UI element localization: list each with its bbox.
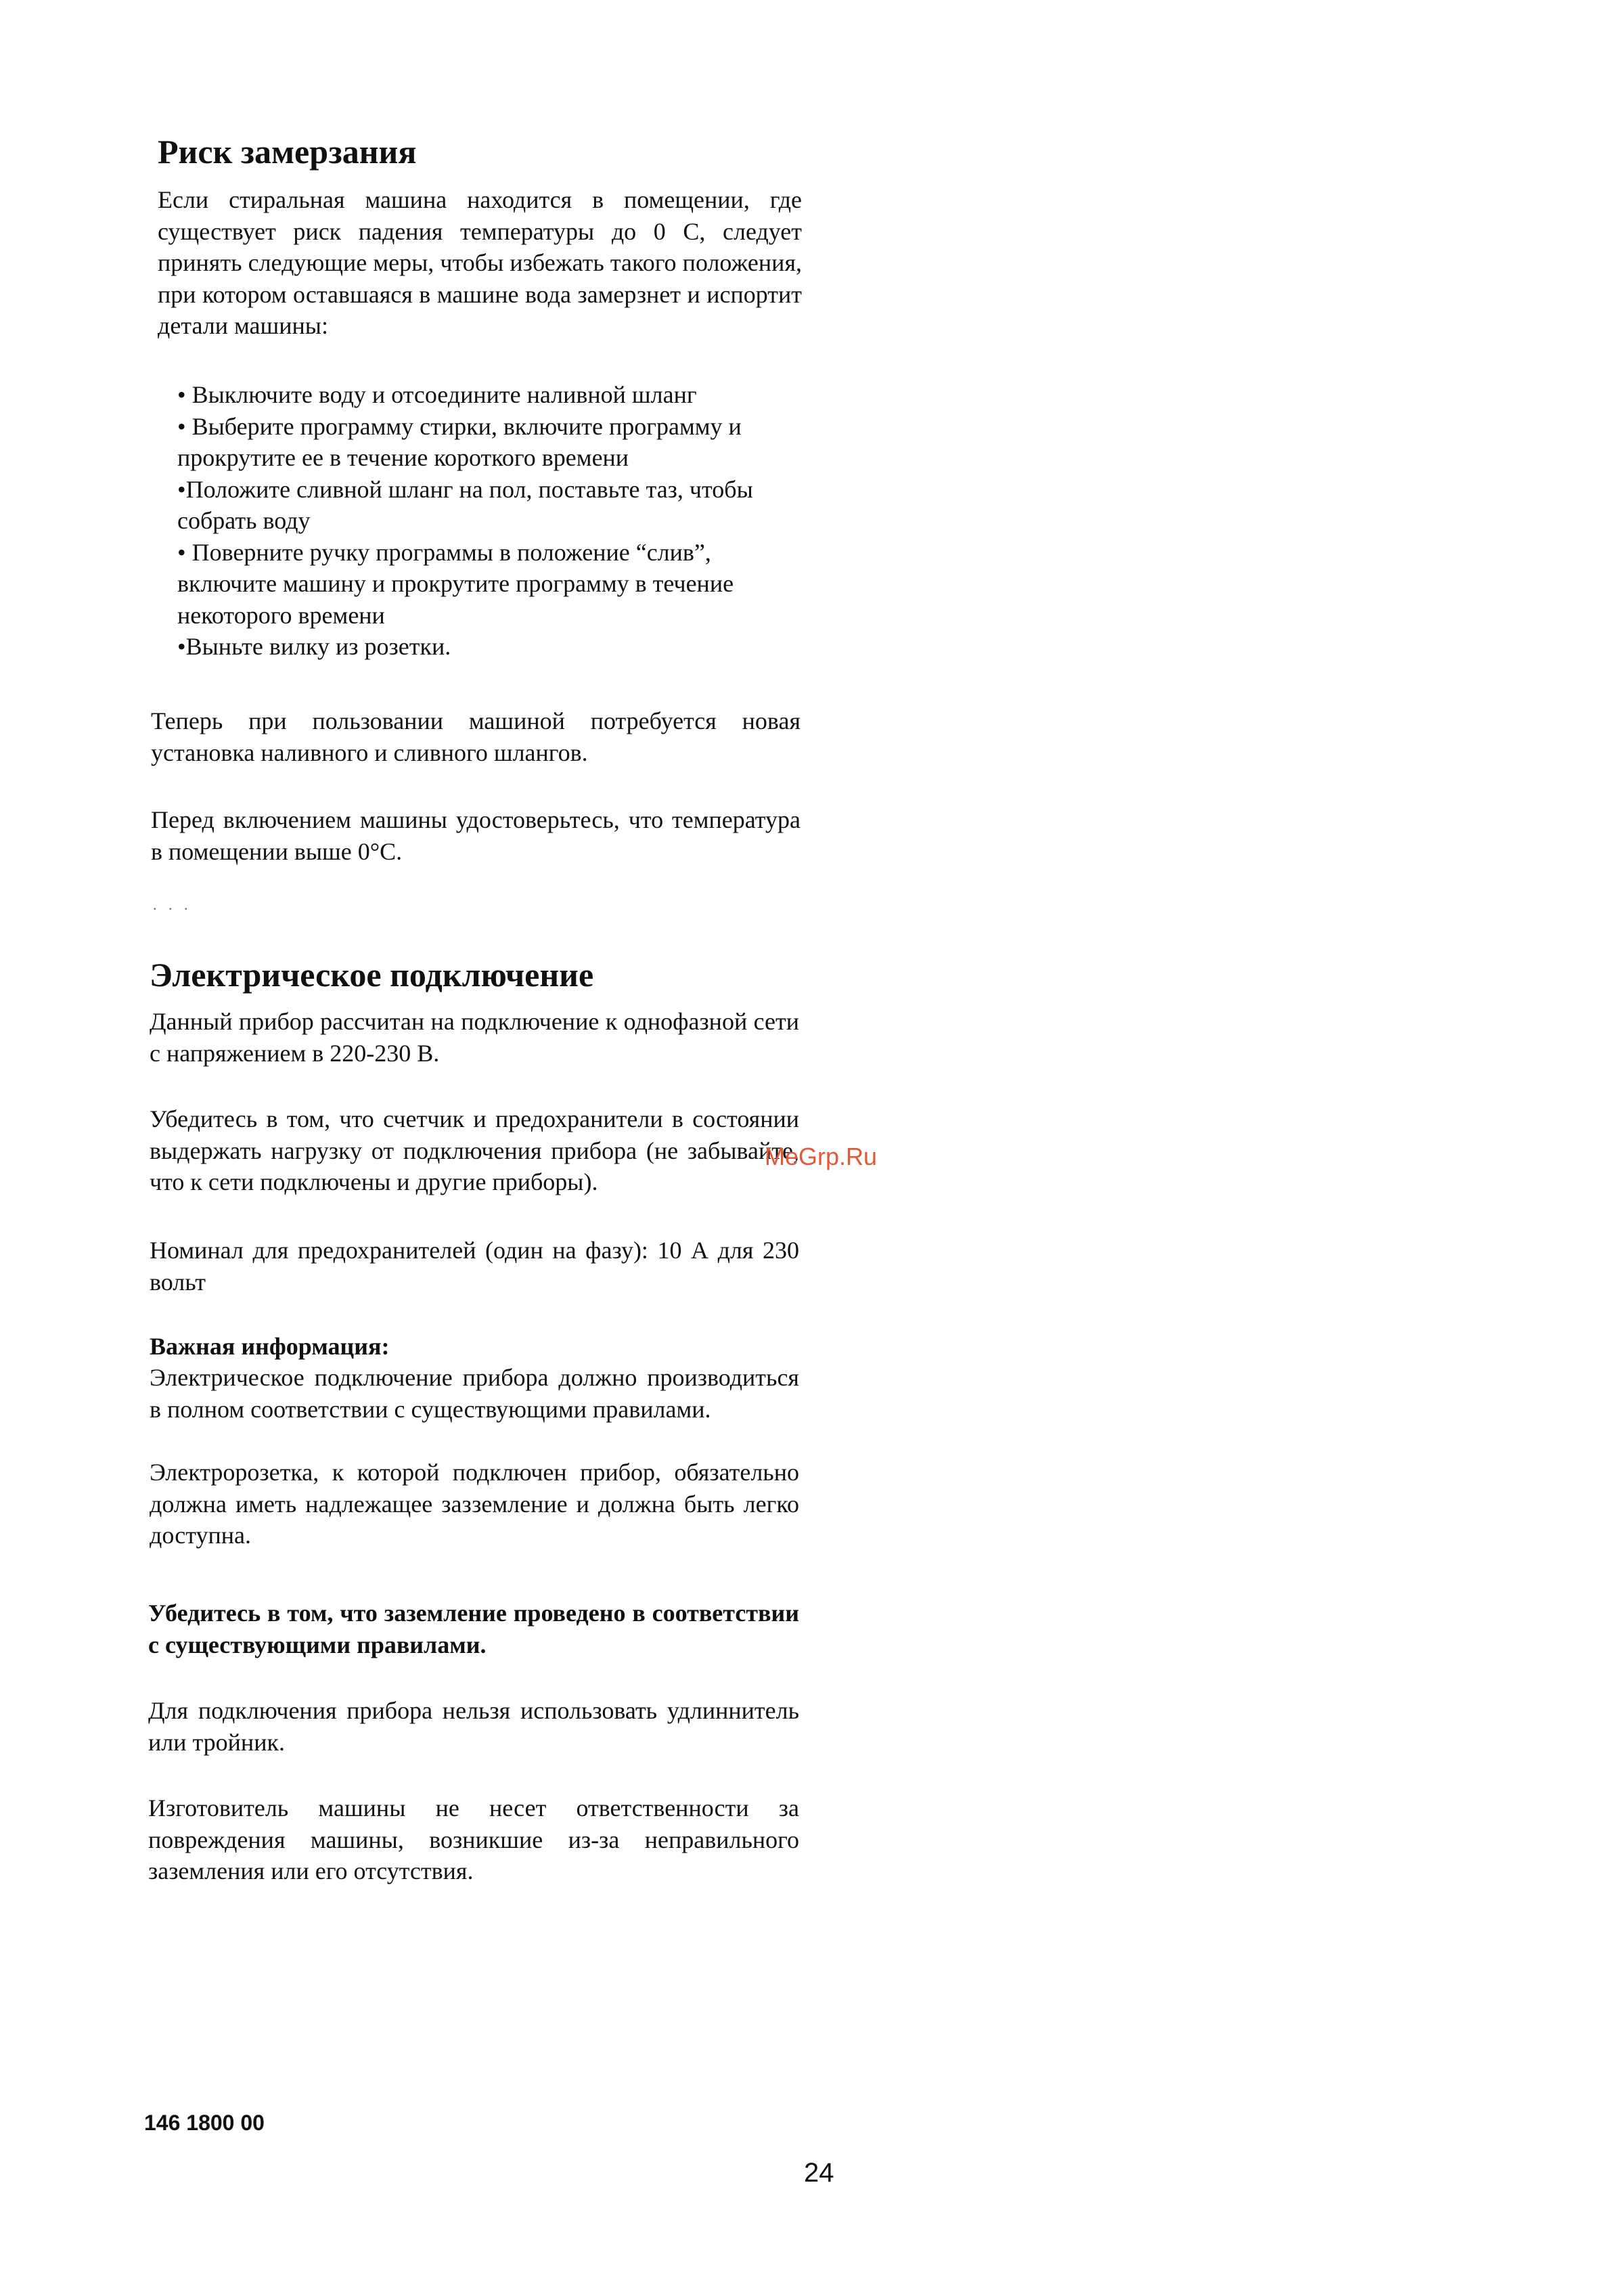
no-extension-paragraph: Для подключения прибора нельзя использовать удлиннитель или тройник. <box>148 1697 799 1756</box>
watermark-text: MeGrp.Ru <box>765 1143 878 1170</box>
freeze-after-paragraph: Теперь при пользовании машиной потребуется новая установка наливного и сливного шлангов. <box>151 707 801 766</box>
freeze-step-item: •Выньте вилку из розетки. <box>177 633 451 660</box>
freeze-step-item: • Выберите программу стирки, включите программу и прокрутите ее в течение короткого времени <box>177 412 742 471</box>
freeze-check-paragraph: Перед включением машины удостоверьтесь, что температура в помещении выше 0°С. <box>151 806 801 865</box>
section-title-freeze: Риск замерзания <box>158 133 417 171</box>
liability-paragraph: Изготовитель машины не несет ответственности за повреждения машины, возникшие из-за неправильного заземления или его отсутствия. <box>148 1794 799 1884</box>
electric-para-rating: Номинал для предохранителей (один на фазу): 10 А для 230 вольт <box>150 1237 799 1296</box>
important-info-text-2: Электророзетка, к которой подключен прибор, обязательно должна иметь надлежащее зазземление и должна быть легко доступна. <box>150 1459 799 1549</box>
grounding-bold-note: Убедитесь в том, что заземление проведено в соответствии с существующими правилами. <box>148 1599 799 1658</box>
page-number: 24 <box>804 2158 834 2188</box>
important-info-label: Важная информация: <box>150 1333 390 1360</box>
electric-para-fuses: Убедитесь в том, что счетчик и предохранители в состоянии выдержать нагрузку от подключения прибора (не забывайте, что к сети подключены и другие приборы). <box>150 1105 799 1195</box>
scan-dots: . . . <box>153 896 192 913</box>
freeze-intro-paragraph: Если стиральная машина находится в помещении, где существует риск падения температуры до 0 С, следует принять следующие меры, чтобы избежать такого положения, при котором оставшаяся в машине вода замерзнет и испортит детали машины: <box>158 186 802 339</box>
freeze-step-item: • Выключите воду и отсоедините наливной шланг <box>177 381 697 408</box>
document-number: 146 1800 00 <box>144 2111 265 2135</box>
freeze-steps-list <box>177 379 807 663</box>
freeze-step-item: • Поверните ручку программы в положение “слив”, включите машину и прокрутите программу в течение некоторого времени <box>177 538 734 629</box>
electric-para-voltage: Данный прибор рассчитан на подключение к однофазной сети с напряжением в 220-230 В. <box>150 1008 799 1067</box>
important-info-text-1: Электрическое подключение прибора должно производиться в полном соответствии с существующими правилами. <box>150 1364 799 1423</box>
section-title-electric: Электрическое подключение <box>150 956 594 994</box>
freeze-step-item: •Положите сливной шланг на пол, поставьте таз, чтобы собрать воду <box>177 475 753 534</box>
